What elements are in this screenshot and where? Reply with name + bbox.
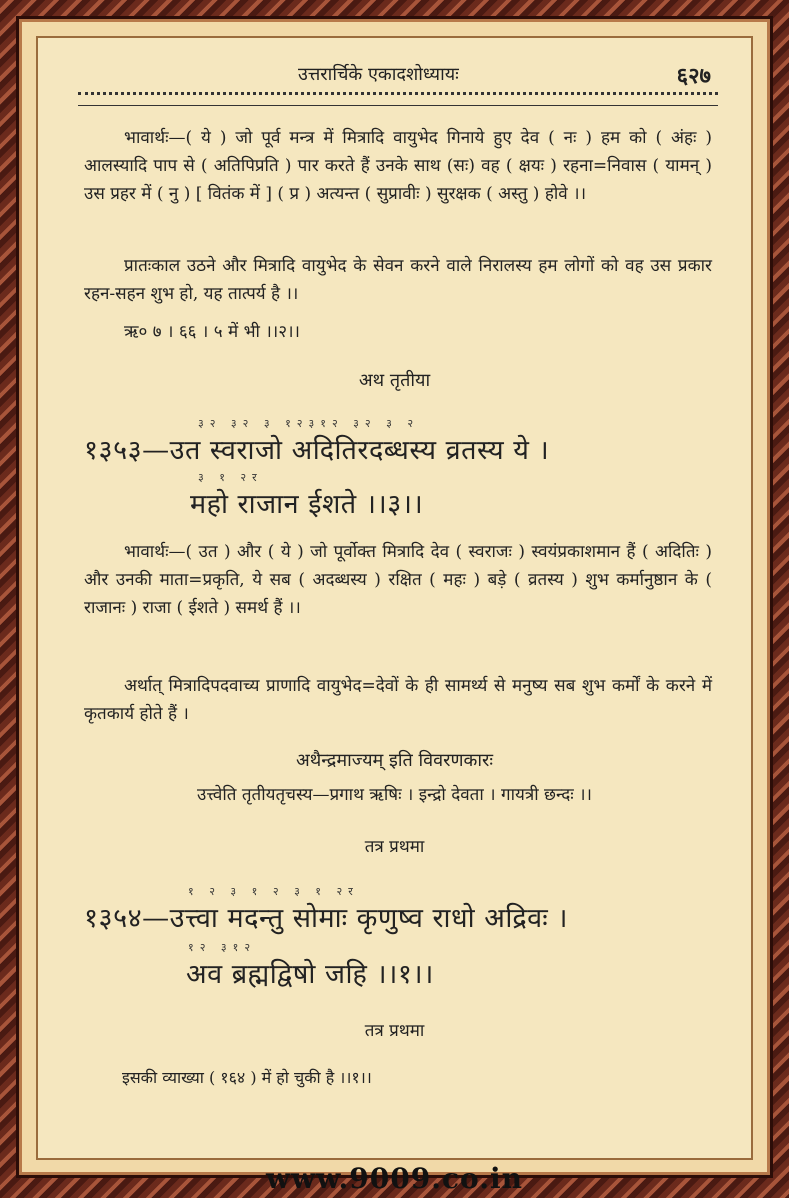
section-heading-prathama-1: तत्र प्रथमा: [364, 837, 425, 857]
accent-marks-2a: १ २ ३ १ २ ३ १ २र: [188, 885, 359, 898]
verse-1353-line-1: १३५३—उत स्वराजो अदितिरदब्धस्य व्रतस्य ये ।: [84, 435, 550, 466]
website-url[interactable]: www.9009.co.in: [266, 1162, 523, 1195]
page-header: [38, 54, 751, 94]
vivarankara-heading: अथैन्द्रमाज्यम् इति विवरणकारः: [295, 750, 494, 771]
book-page: [36, 36, 753, 1160]
bhavarth-paragraph-1: भावार्थः—( ये ) जो पूर्व मन्त्र में मित्रादि वायुभेद गिनाये हुए देव ( नः ) हम को ( अंहः ) आलस्यादि पाप से ( अतिपिप्रति ) पार करते हैं उनके साथ (सः) वह ( क्षयः ) रहना=निवास ( यामन् ) उस प्रहर में ( नु ) [ वितंक में ] ( प्र ) अत्यन्त ( सुप्रावीः ) सुरक्षक ( अस्तु ) होवे ।।: [84, 128, 712, 204]
vyakhya-note: इसकी व्याख्या ( १६४ ) में हो चुकी है ।।१।।: [122, 1068, 372, 1087]
verse-1353-line-2: महो राजान ईशते ।।३।।: [190, 489, 424, 520]
ornamental-rule: [78, 92, 718, 106]
accent-marks-1a: ३२ ३२ ३ १२३१२ ३२ ३ २: [198, 417, 420, 430]
running-title: उत्तरार्चिके एकादशोध्यायः: [298, 64, 459, 85]
page-number: ६२७: [676, 63, 711, 89]
explanation-paragraph-2: अर्थात् मित्रादिपदवाच्य प्राणादि वायुभेद=देवों के ही सामर्थ्य से मनुष्य सब शुभ कर्मों के करने में कृतकार्य होते हैं ।: [84, 676, 712, 724]
verse-1354-line-1: १३५४—उत्त्वा मदन्तु सोमाः कृणुष्व राधो अद्रिवः ।: [84, 903, 568, 934]
explanation-paragraph-1: प्रातःकाल उठने और मित्रादि वायुभेद के सेवन करने वाले निरालस्य हम लोगों को वह उस प्रकार रहन-सहन शुभ हो, यह तात्पर्य है ।।: [84, 256, 712, 304]
verse-1354-line-2: अव ब्रह्मद्विषो जहि ।।१।।: [186, 959, 434, 990]
rishi-devata-line: उत्त्वेति तृतीयतृचस्य—प्रगाथ ऋषिः । इन्द्रो देवता । गायत्री छन्दः ।।: [197, 785, 592, 805]
accent-marks-2b: १२ ३१२: [188, 941, 257, 954]
accent-marks-1b: ३ १ २र: [198, 471, 263, 484]
section-heading-prathama-2: तत्र प्रथमा: [364, 1021, 425, 1041]
reference-line: ऋ० ७ । ६६ । ५ में भी ।।२।।: [124, 322, 300, 342]
bhavarth-paragraph-2: भावार्थः—( उत ) और ( ये ) जो पूर्वोक्त मित्रादि देव ( स्वराजः ) स्वयंप्रकाशमान हैं ( अदितिः ) और उनकी माता=प्रकृति, ये सब ( अदब्धस्य ) रक्षित ( महः ) बड़े ( व्रतस्य ) शुभ कर्मानुष्ठान के ( राजानः ) राजा ( ईशते ) समर्थ हैं ।।: [84, 542, 712, 618]
section-heading-tritiya: अथ तृतीया: [358, 370, 431, 391]
